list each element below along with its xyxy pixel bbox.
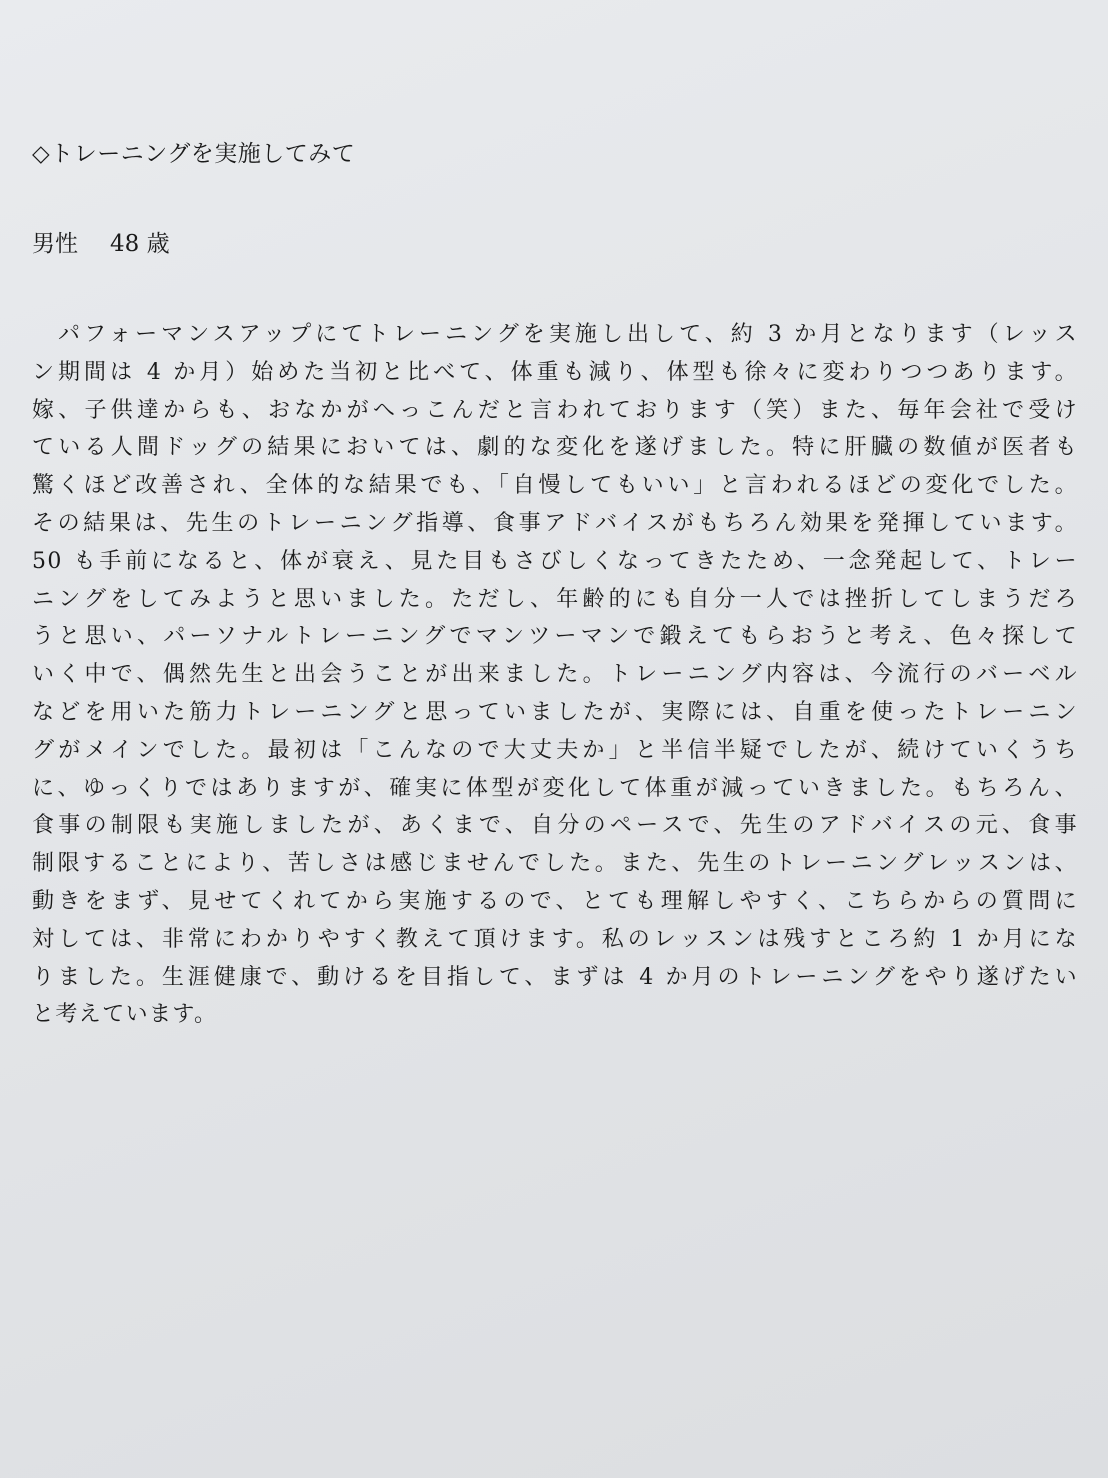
- body-line: りました。生涯健康で、動けるを目指して、まずは 4 か月のトレーニングをやり遂げたい: [32, 964, 1078, 990]
- author-age: 48 歳: [110, 231, 170, 257]
- author-gender: 男性: [32, 231, 78, 257]
- body-line: と考えています。: [32, 1002, 218, 1028]
- body-line: 驚くほど改善され、全体的な結果でも、「自慢してもいい」と言われるほどの変化でした。: [32, 473, 1078, 499]
- document-heading: ◇トレーニングを実施してみて: [32, 141, 356, 167]
- body-line: に、ゆっくりではありますが、確実に体型が変化して体重が減っていきました。もちろん、: [32, 775, 1078, 801]
- body-line: ン期間は 4 か月）始めた当初と比べて、体重も減り、体型も徐々に変わりつつあります。: [32, 359, 1078, 385]
- body-line: グがメインでした。最初は「こんなので大丈夫か」と半信半疑でしたが、続けていくうち: [32, 737, 1078, 763]
- body-line: 嫁、子供達からも、おなかがへっこんだと言われております（笑）また、毎年会社で受け: [32, 397, 1078, 423]
- body-line: 制限することにより、苦しさは感じませんでした。また、先生のトレーニングレッスンは、: [32, 851, 1078, 877]
- body-line: ニングをしてみようと思いました。ただし、年齢的にも自分一人では挫折してしまうだろ: [32, 586, 1078, 612]
- body-line: ている人間ドッグの結果においては、劇的な変化を遂げました。特に肝臓の数値が医者も: [32, 435, 1078, 461]
- body-line: 対しては、非常にわかりやすく教えて頂けます。私のレッスンは残すところ約 1 か月にな: [32, 926, 1078, 952]
- body-line: いく中で、偶然先生と出会うことが出来ました。トレーニング内容は、今流行のバーベル: [32, 662, 1078, 688]
- body-line: その結果は、先生のトレーニング指導、食事アドバイスがもちろん効果を発揮しています。: [32, 510, 1078, 536]
- body-line: などを用いた筋力トレーニングと思っていましたが、実際には、自重を使ったトレーニン: [32, 699, 1078, 725]
- body-paragraph: [32, 316, 1078, 1034]
- author-info: [32, 228, 170, 260]
- body-line: パフォーマンスアップにてトレーニングを実施し出して、約 3 か月となります（レッス: [32, 322, 1078, 347]
- body-line: 食事の制限も実施しましたが、あくまで、自分のペースで、先生のアドバイスの元、食事: [32, 813, 1078, 839]
- body-line: 50 も手前になると、体が衰え、見た目もさびしくなってきたため、一念発起して、トレー: [32, 548, 1078, 574]
- body-line: 動きをまず、見せてくれてから実施するので、とても理解しやすく、こちらからの質問に: [32, 888, 1078, 914]
- body-line: うと思い、パーソナルトレーニングでマンツーマンで鍛えてもらおうと考え、色々探して: [32, 624, 1078, 650]
